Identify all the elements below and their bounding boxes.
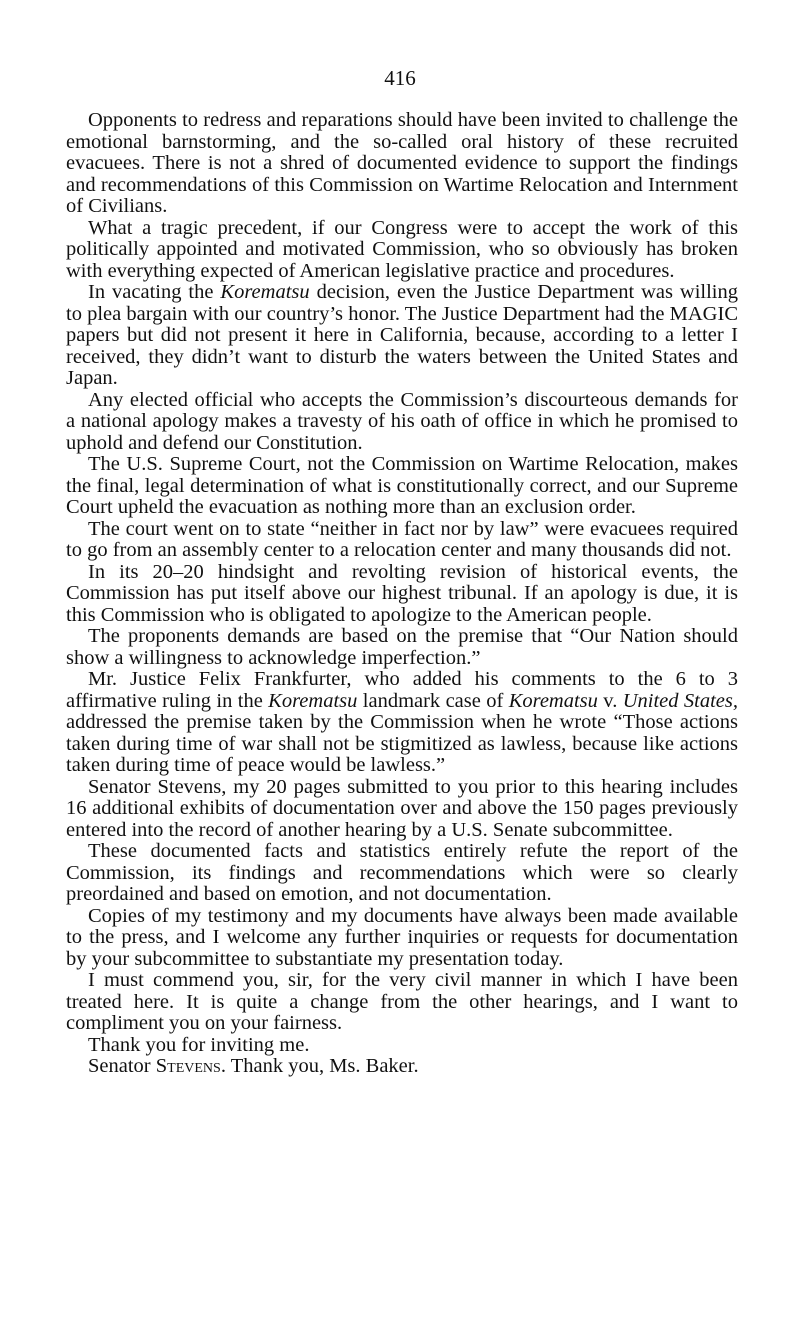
korematsu-text-before: In vacating the <box>88 281 221 303</box>
frankfurter-part-2: landmark case of <box>357 689 509 712</box>
paragraph-korematsu-decision <box>66 282 738 390</box>
paragraph-proponents: The proponents demands are based on the premise that “Our Nation should show a willingness to acknowledge imperfection.” <box>66 625 738 669</box>
paragraph-documented-facts: These documented facts and statistics entirely refute the report of the Commission, its findings and recommendations which were so clearly preordained and based on emotion, and not documentation. <box>66 840 738 905</box>
page-number: 416 <box>384 66 416 90</box>
case-name-italic: Korematsu <box>268 689 358 712</box>
paragraph-thank-you: Thank you for inviting me. <box>88 1033 310 1056</box>
paragraph-court-statement: The court went on to state “neither in fact nor by law” were evacuees required to go from an assembly center to a relocation center and many thousands did not. <box>66 517 738 561</box>
speaker-prefix: Senator <box>88 1055 156 1077</box>
paragraph-commend: I must commend you, sir, for the very civil manner in which I have been treated here. It is quite a change from the other hearings, and I want to compliment you on your fairness. <box>66 969 738 1034</box>
paragraph-hindsight: In its 20–20 hindsight and revolting revision of historical events, the Commission has put itself above our highest tribunal. If an apology is due, it is this Commission who is obligated to apologize to the American people. <box>66 560 738 626</box>
paragraph-opponents: Opponents to redress and reparations should have been invited to challenge the emotional barnstorming, and the so-called oral history of these recruited evacuees. There is not a shred of documented evidence to support the findings and recommendations of this Commission on Wartime Relocation and Internment of Civilians. <box>66 109 738 217</box>
case-name-italic: United States, <box>622 689 738 712</box>
frankfurter-part-4: addressed the premise taken by the Commission when he wrote “Those actions taken during time of war shall not be stigmitized as lawless, because like actions taken during time of peace would be lawless.” <box>66 711 738 776</box>
paragraph-senator-stevens-pages: Senator Stevens, my 20 pages submitted to you prior to this hearing includes 16 additional exhibits of documentation over and above the 150 pages previously entered into the record of another hearing by a U.S. Senate subcommittee. <box>66 775 738 841</box>
paragraph-supreme-court: The U.S. Supreme Court, not the Commission on Wartime Relocation, makes the final, legal determination of what is constitutionally correct, and our Supreme Court upheld the evacuation as nothing more than an exclusion order. <box>66 453 738 518</box>
paragraph-tragic-precedent: What a tragic precedent, if our Congress were to accept the work of this politically appointed and motivated Commission, who so obviously has broken with everything expected of American legislative practice and procedures. <box>66 216 738 282</box>
paragraph-copies-testimony: Copies of my testimony and my documents have always been made available to the press, and I welcome any further inquiries or requests for documentation by your subcommittee to substantiate my presentation today. <box>66 904 738 970</box>
case-name-italic: Korematsu <box>508 689 598 712</box>
korematsu-text-after: decision, even the Justice Department was willing to plea bargain with our country’s honor. The Justice Department had the MAGIC papers but did not present it here in California, because, according to a letter I received, they didn’t want to disturb the waters between the United States and Japan. <box>66 281 739 389</box>
paragraph-elected-official: Any elected official who accepts the Commission’s discourteous demands for a national apology makes a travesty of his oath of office in which he promised to uphold and defend our Constitution. <box>66 388 738 454</box>
frankfurter-part-1: Mr. Justice Felix Frankfurter, who added his comments to the 6 to 3 affirmative ruling in the <box>66 668 738 712</box>
paragraph-closing-remark <box>66 1056 738 1078</box>
speaker-name: Stevens <box>155 1055 221 1077</box>
frankfurter-part-3: v. <box>597 689 623 712</box>
case-name-italic: Korematsu <box>220 281 310 303</box>
body-text <box>66 110 738 1078</box>
speaker-remark: . Thank you, Ms. Baker. <box>220 1055 419 1077</box>
paragraph-frankfurter <box>66 669 738 777</box>
